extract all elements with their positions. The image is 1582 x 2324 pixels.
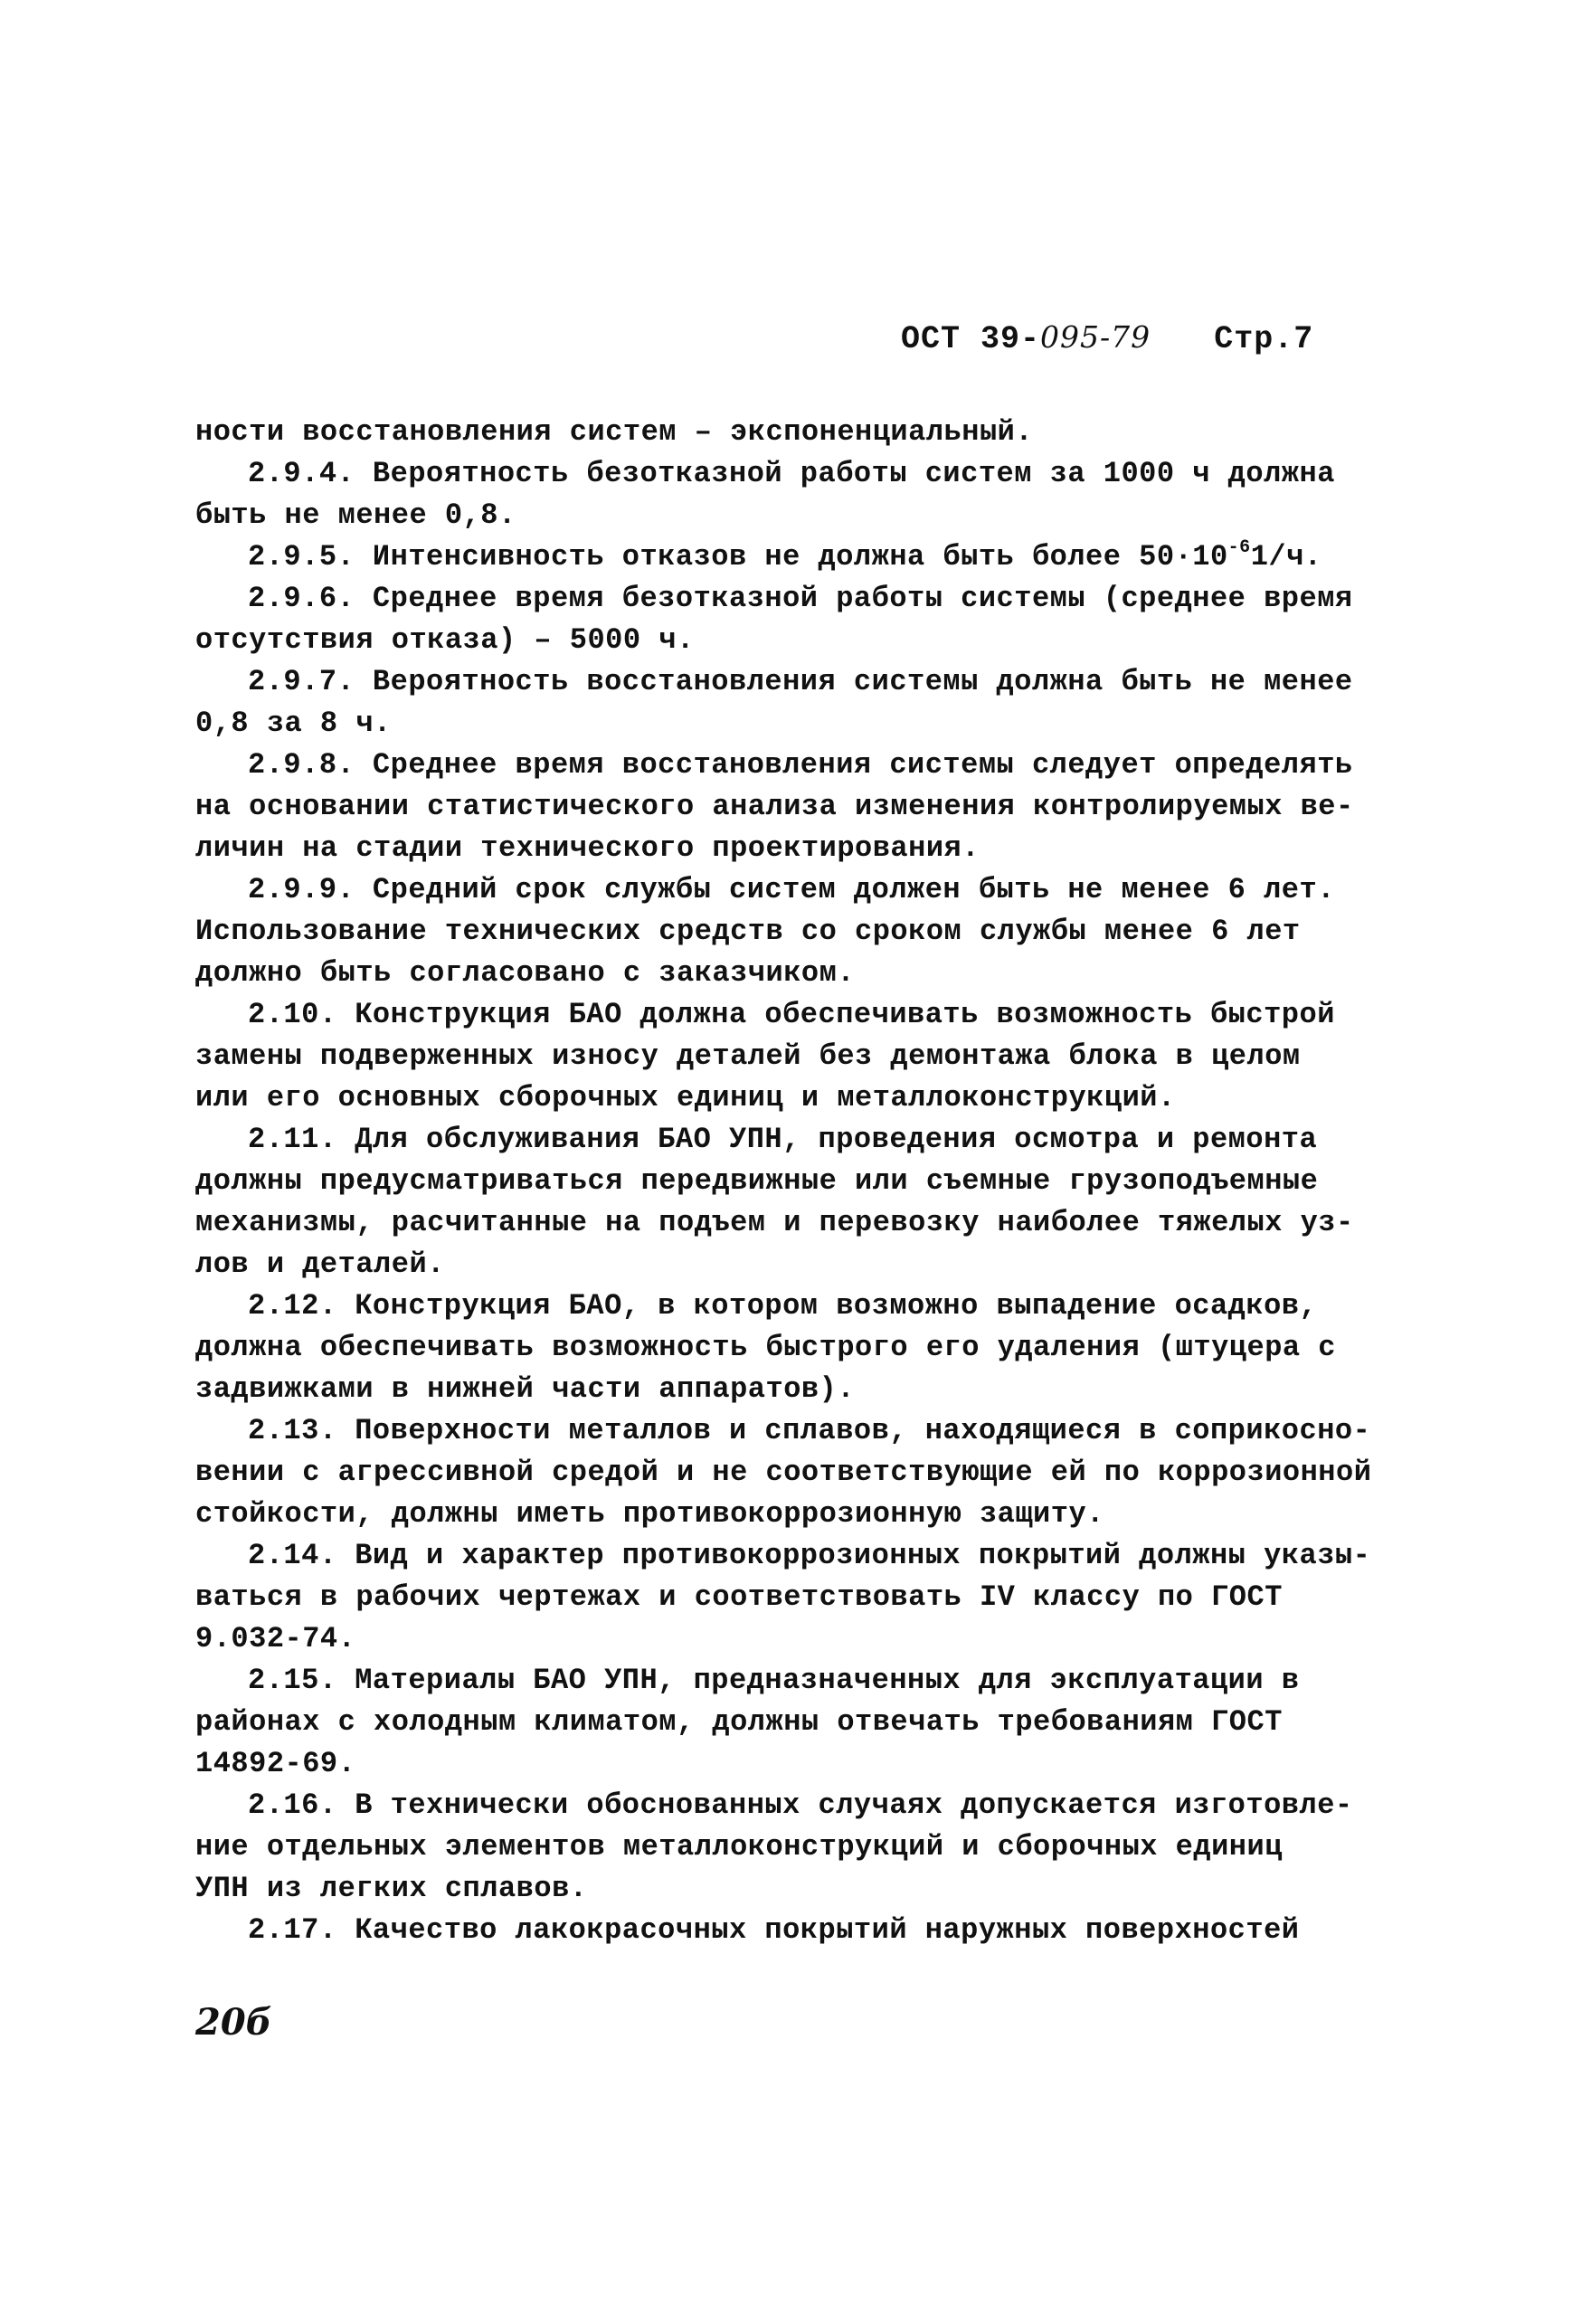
page-header <box>901 319 1313 357</box>
text-line: 2.14. Вид и характер противокоррозионных покрытий должны указы- <box>248 1539 1371 1572</box>
handwritten-page-mark: 20б <box>195 2001 272 2044</box>
text-line: 2.12. Конструкция БАО, в котором возможно выпадение осадков, <box>248 1289 1318 1323</box>
text-line: 2.15. Материалы БАО УПН, предназначенных для эксплуатации в <box>248 1664 1300 1697</box>
text-line: личин на стадии технического проектирования. <box>195 831 980 865</box>
text-line: должно быть согласовано с заказчиком. <box>195 956 856 990</box>
text-line: 2.9.5. Интенсивность отказов не должна быть более $50\cdot 10^{-6}1/ч$. <box>248 537 1322 574</box>
text-line: 2.9.9. Средний срок службы систем должен быть не менее 6 лет. <box>248 873 1335 906</box>
text-line: 14892-69. <box>195 1747 356 1780</box>
text-line: отсутствия отказа) – 5000 ч. <box>195 623 695 657</box>
text-line: 2.17. Качество лакокрасочных покрытий наружных поверхностей <box>248 1913 1300 1947</box>
text-line: 2.9.6. Среднее время безотказной работы системы (среднее время <box>248 582 1353 615</box>
text-line: 9.032-74. <box>195 1622 356 1655</box>
doc-prefix: ОСТ 39- <box>901 321 1041 357</box>
text-line: 2.9.7. Вероятность восстановления системы должна быть не менее <box>248 665 1353 698</box>
document-body <box>195 412 1372 1951</box>
text-line: 2.16. В технически обоснованных случаях допускается изготовле- <box>248 1788 1353 1822</box>
text-line: 2.9.8. Среднее время восстановления системы следует определять <box>248 748 1353 782</box>
text-line: 2.13. Поверхности металлов и сплавов, находящиеся в соприкосно- <box>248 1414 1371 1447</box>
doc-number-handwritten: 095-79 <box>1040 319 1151 355</box>
text-line: механизмы, расчитанные на подъем и перевозку наиболее тяжелых уз- <box>195 1206 1354 1239</box>
text-line: 2.11. Для обслуживания БАО УПН, проведения осмотра и ремонта <box>248 1123 1318 1156</box>
page-label: Стр.7 <box>1214 321 1314 357</box>
exponent: -6 <box>1227 537 1251 558</box>
text-line: должна обеспечивать возможность быстрого его удаления (штуцера с <box>195 1331 1336 1364</box>
text-line: Использование технических средств со сроком службы менее 6 лет <box>195 915 1301 948</box>
text-line: ние отдельных элементов металлоконструкций и сборочных единиц <box>195 1830 1283 1864</box>
text-line: быть не менее 0,8. <box>195 498 516 532</box>
text-line: стойкости, должны иметь противокоррозионную защиту. <box>195 1497 1104 1531</box>
text-line: задвижками в нижней части аппаратов). <box>195 1372 856 1406</box>
text-line: УПН из легких сплавов. <box>195 1872 588 1905</box>
text-line: 0,8 за 8 ч. <box>195 707 392 740</box>
text-line: вении с агрессивной средой и не соответствующие ей по коррозионной <box>195 1456 1372 1489</box>
text-line: должны предусматриваться передвижные или съемные грузоподъемные <box>195 1164 1319 1198</box>
text-line: 2.9.4. Вероятность безотказной работы систем за 1000 ч должна <box>248 457 1335 490</box>
text-line: ваться в рабочих чертежах и соответствовать IV классу по ГОСТ <box>195 1580 1283 1614</box>
text-line: на основании статистического анализа изменения контролируемых ве- <box>195 790 1354 823</box>
text-line: 2.10. Конструкция БАО должна обеспечивать возможность быстрой <box>248 998 1335 1031</box>
text-line: ности восстановления систем – экспоненциальный. <box>195 415 1034 449</box>
text-line: лов и деталей. <box>195 1247 445 1281</box>
text-line: или его основных сборочных единиц и металлоконструкций. <box>195 1081 1176 1115</box>
unit: 1/ч. <box>1250 540 1322 574</box>
text-line: районах с холодным климатом, должны отвечать требованиям ГОСТ <box>195 1705 1283 1739</box>
text-line: замены подверженных износу деталей без демонтажа блока в целом <box>195 1039 1301 1073</box>
